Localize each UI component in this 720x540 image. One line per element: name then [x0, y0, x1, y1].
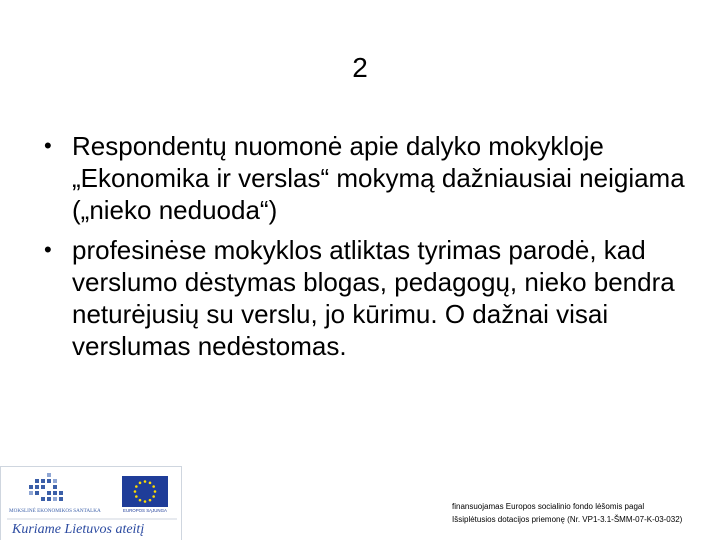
slogan-text: Kuriame Lietuvos ateitį — [12, 522, 145, 537]
eu-text: EUROPOS SĄJUNGA — [123, 508, 167, 513]
eu-star — [144, 500, 147, 503]
funding-note — [452, 500, 714, 526]
org-logo-text: MOKSLINĖ EKONOMIKOS SANTALKA — [9, 508, 101, 514]
eu-star — [152, 495, 155, 498]
eu-star — [139, 499, 142, 502]
eu-star — [139, 482, 142, 485]
eu-star — [144, 480, 147, 483]
footer-logo-panel — [0, 466, 182, 540]
eu-star — [134, 490, 137, 493]
eu-flag-icon — [122, 476, 168, 507]
bullet-item — [40, 234, 690, 362]
bullet-list — [40, 130, 690, 370]
eu-star — [149, 482, 152, 485]
funding-note-line: finansuojamas Europos socialinio fondo lėšomis pagal — [452, 502, 645, 511]
eu-star — [135, 495, 138, 498]
bullet-text: profesinėse mokyklos atliktas tyrimas parodė, kad verslumo dėstymas blogas, pedagogų, nieko bendra neturėjusių su verslu, jo kūrimu. O dažnai visai verslumas nedėstomas. — [72, 235, 675, 361]
eu-star — [149, 499, 152, 502]
bullet-dot: • — [44, 133, 52, 158]
footer-logos-svg — [1, 467, 182, 540]
bullet-item — [40, 130, 690, 226]
funding-note-line: Išsiplėtusios dotacijos priemonę (Nr. VP1-3.1-ŠMM-07-K-03-032) — [452, 515, 683, 524]
eu-star — [154, 490, 157, 493]
bullet-text: Respondentų nuomonė apie dalyko mokykloje „Ekonomika ir verslas“ mokymą dažniausiai neigiama („nieko neduoda“) — [72, 131, 685, 225]
bullet-dot: • — [44, 237, 52, 262]
mosaic-logo — [29, 473, 63, 501]
slide-title: 2 — [352, 52, 368, 83]
eu-star — [152, 485, 155, 488]
eu-star — [135, 485, 138, 488]
